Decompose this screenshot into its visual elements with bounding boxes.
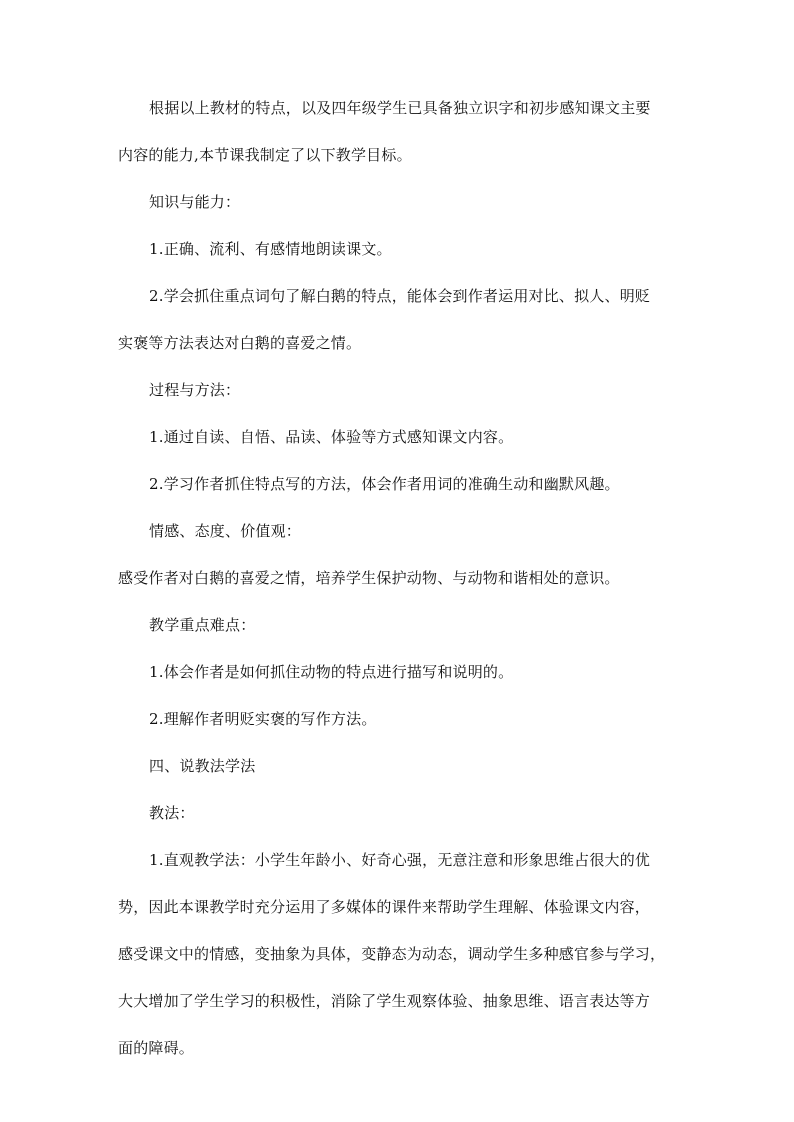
paragraph-intro-line-1: 根据以上教材的特点，以及四年级学生已具备独立识字和初步感知课文主要 [149, 99, 651, 117]
emotion-goal-text: 感受作者对白鹅的喜爱之情，培养学生保护动物、与动物和谐相处的意识。 [118, 569, 620, 587]
method-item-1-line-5: 面的障碍。 [118, 1039, 195, 1057]
paragraph-intro-line-2: 内容的能力,本节课我制定了以下教学目标。 [118, 146, 412, 164]
heading-key-points: 教学重点难点： [149, 616, 256, 634]
process-item-2: 2.学习作者抓住特点写的方法，体会作者用词的准确生动和幽默风趣。 [149, 475, 620, 493]
process-item-1: 1.通过自读、自悟、品读、体验等方式感知课文内容。 [149, 428, 514, 446]
heading-process-method: 过程与方法： [149, 381, 241, 399]
heading-knowledge-ability: 知识与能力： [149, 193, 241, 211]
method-item-1-line-4: 大大增加了学生学习的积极性，消除了学生观察体验、抽象思维、语言表达等方 [118, 992, 651, 1010]
document-body [118, 98, 684, 1058]
goal-item-2-line-1: 2.学会抓住重点词句了解白鹅的特点，能体会到作者运用对比、拟人、明贬 [149, 287, 651, 305]
method-item-1-line-3: 感受课文中的情感，变抽象为具体，变静态为动态，调动学生多种感官参与学习， [118, 945, 666, 963]
key-point-item-1: 1.体会作者是如何抓住动物的特点进行描写和说明的。 [149, 663, 514, 681]
heading-emotion-values: 情感、态度、价值观： [149, 522, 302, 540]
goal-item-1: 1.正确、流利、有感情地朗读课文。 [149, 240, 392, 258]
method-item-1-line-2: 势，因此本课教学时充分运用了多媒体的课件来帮助学生理解、体验课文内容， [118, 898, 651, 916]
section-heading-teaching-methods: 四、说教法学法 [149, 757, 256, 775]
goal-item-2-line-2: 实褒等方法表达对白鹅的喜爱之情。 [118, 334, 362, 352]
key-point-item-2: 2.理解作者明贬实褒的写作方法。 [149, 710, 377, 728]
heading-teaching-method: 教法： [149, 804, 195, 822]
method-item-1-line-1: 1.直观教学法：小学生年龄小、好奇心强，无意注意和形象思维占很大的优 [149, 851, 651, 869]
